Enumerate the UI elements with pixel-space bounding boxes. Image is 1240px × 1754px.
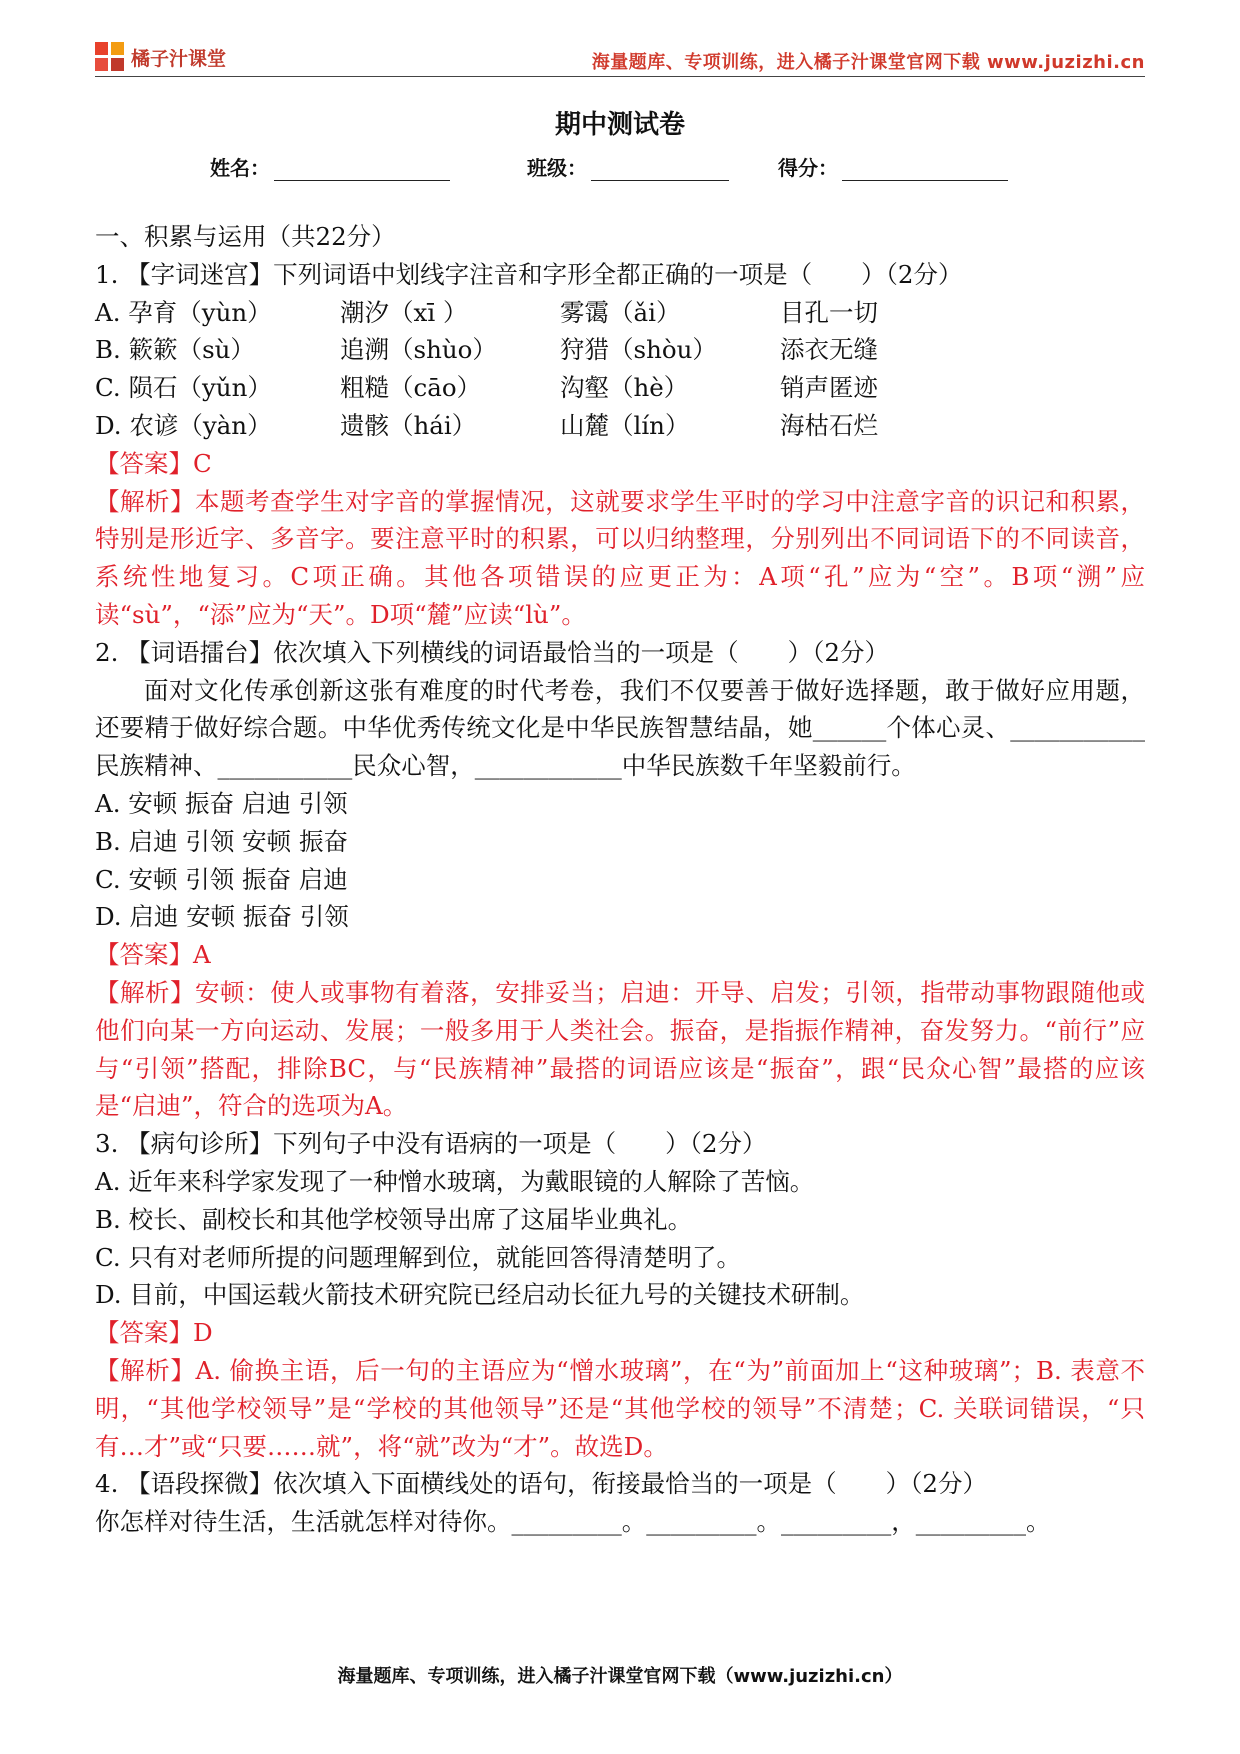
class-blank[interactable]	[591, 162, 729, 181]
q2-option-a: A. 安顿 振奋 启迪 引领	[95, 788, 348, 818]
score-label: 得分：	[778, 156, 838, 180]
q1-answer: 【答案】C	[95, 448, 212, 478]
exam-content	[95, 218, 1145, 1541]
q1-analysis: 【解析】本题考查学生对字音的掌握情况，这就要求学生平时的学习中注意字音的识记和积累，特别是形近字、多音字。要注意平时的积累，可以归纳整理，分别列出不同词语下的不同读音，系统性地复习。C项正确。其他各项错误的应更正为：A项“孔”应为“空”。B项“溯”应读“sù”，“添”应为“天”。D项“麓”应读“lù”。	[95, 486, 1145, 629]
q2-stem: 2. 【词语擂台】依次填入下列横线的词语最恰当的一项是（ ）（2分）	[95, 637, 889, 667]
q3-stem: 3. 【病句诊所】下列句子中没有语病的一项是（ ）（2分）	[95, 1129, 767, 1159]
name-label: 姓名：	[210, 156, 270, 180]
q2-answer: 【答案】A	[95, 940, 211, 970]
logo-icon	[95, 42, 125, 72]
class-label: 班级：	[527, 156, 587, 180]
name-field[interactable]	[210, 152, 450, 181]
class-field[interactable]	[527, 152, 729, 181]
q3-option-c: C. 只有对老师所提的问题理解到位，就能回答得清楚明了。	[95, 1242, 741, 1272]
q4-stem: 4. 【语段探微】依次填入下面横线处的语句，衔接最恰当的一项是（ ）（2分）	[95, 1469, 987, 1499]
name-blank[interactable]	[274, 162, 450, 181]
q3-option-d: D. 目前，中国运载火箭技术研究院已经启动长征九号的关键技术研制。	[95, 1280, 865, 1310]
q3-answer: 【答案】D	[95, 1318, 213, 1348]
q1-option-b: B. 簌簌（sù） 追溯（shùo） 狩猎（shòu） 添衣无缝	[95, 335, 878, 365]
page-footer: 海量题库、专项训练，进入橘子汁课堂官网下载（www.juzizhi.cn）	[337, 1666, 903, 1687]
q2-analysis: 【解析】安顿：使人或事物有着落，安排妥当；启迪：开导、启发；引领，指带动事物跟随他或他们向某一方向运动、发展；一般多用于人类社会。振奋，是指振作精神，奋发努力。“前行”应与“引领”搭配，排除BC，与“民族精神”最搭的词语应该是“振奋”，跟“民众心智”最搭的应该是“启迪”，符合的选项为A。	[95, 977, 1145, 1121]
brand-name: 橘子汁课堂	[131, 48, 227, 70]
q1-option-c: C. 陨石（yǔn） 粗糙（cāo） 沟壑（hè） 销声匿迹	[95, 373, 878, 403]
q4-line: 你怎样对待生活，生活就怎样对待你。_________。_________。_________，_________。	[95, 1507, 1051, 1537]
page-header	[95, 38, 1145, 77]
q1-stem: 1. 【字词迷宫】下列词语中划线字注音和字形全都正确的一项是（ ）（2分）	[95, 259, 963, 289]
q2-passage: 面对文化传承创新这张有难度的时代考卷，我们不仅要善于做好选择题，敢于做好应用题，还要精于做好综合题。中华优秀传统文化是中华民族智慧结晶，她______个体心灵、___________民族精神、___________民众心智，____________中华民族数千年坚毅前行。	[95, 675, 1145, 781]
score-field[interactable]	[778, 152, 1008, 181]
q1-option-d: D. 农谚（yàn） 遗骸（hái） 山麓（lín） 海枯石烂	[95, 410, 878, 440]
header-slogan: 海量题库、专项训练，进入橘子汁课堂官网下载 www.juzizhi.cn	[591, 52, 1145, 73]
q2-option-b: B. 启迪 引领 安顿 振奋	[95, 826, 348, 856]
q3-analysis: 【解析】A. 偷换主语，后一句的主语应为“憎水玻璃”，在“为”前面加上“这种玻璃”；B. 表意不明，“其他学校领导”是“学校的其他领导”还是“其他学校的领导”不清楚；C. 关联词错误，“只有…才”或“只要……就”，将“就”改为“才”。故选D。	[95, 1355, 1145, 1461]
score-blank[interactable]	[842, 162, 1008, 181]
page-title: 期中测试卷	[554, 110, 685, 140]
q3-option-a: A. 近年来科学家发现了一种憎水玻璃，为戴眼镜的人解除了苦恼。	[95, 1166, 815, 1196]
section-heading: 一、积累与运用（共22分）	[95, 222, 396, 251]
q2-option-c: C. 安顿 引领 振奋 启迪	[95, 864, 348, 894]
q3-option-b: B. 校长、副校长和其他学校领导出席了这届毕业典礼。	[95, 1204, 693, 1234]
q2-option-d: D. 启迪 安顿 振奋 引领	[95, 902, 349, 932]
q1-option-a: A. 孕育（yùn） 潮汐（xī ） 雾霭（ǎi） 目孔一切	[95, 297, 878, 327]
